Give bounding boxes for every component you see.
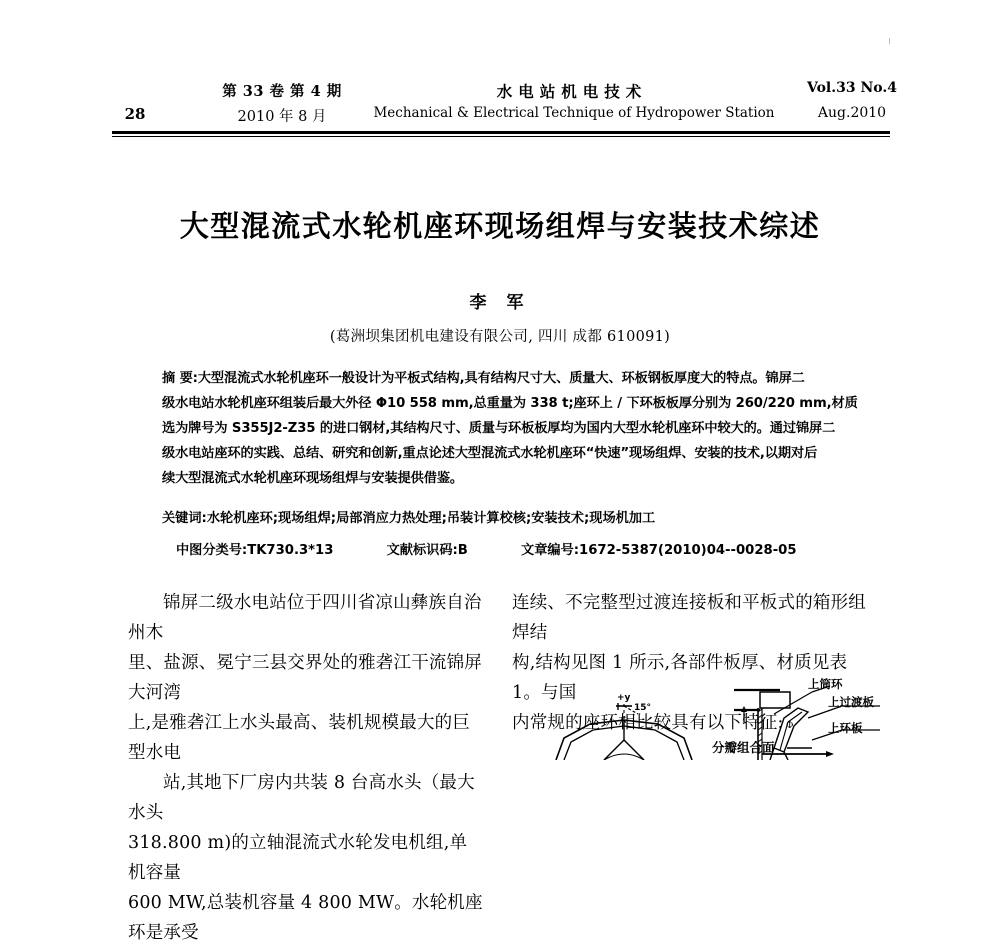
body-line: 站,其地下厂房内共装 8 台高水头（最大水头 — [128, 773, 475, 823]
body-line: 内常规的座环相比较具有以下特征: — [512, 713, 784, 733]
body-line: 连续、不完整型过渡连接板和平板式的箱形组焊结 — [512, 593, 866, 643]
abstract-line: 续大型混流式水轮机座环现场组焊与安装提供借鉴。 — [162, 471, 464, 486]
figure-label-angle: 15° — [634, 703, 652, 713]
abstract-line: 选为牌号为 S355J2-Z35 的进口钢材,其结构尺寸、质量与环板板厚均为国内大型水轮机座环中较大的。通过锦屏二 — [162, 421, 836, 436]
masthead-row-top — [112, 80, 897, 104]
abstract-block — [162, 366, 858, 491]
masthead-rule-thick — [112, 131, 890, 134]
body-column-left — [128, 588, 484, 948]
body-line: 锦屏二级水电站位于四川省凉山彝族自治州木 — [128, 593, 482, 643]
figure-label-diameter-symbol: Φ — [786, 721, 794, 731]
figure-seat-ring-diagram — [512, 678, 884, 760]
article-author: 李 军 — [469, 293, 531, 313]
figure-label-upper-transition-plate: 上过渡板 — [828, 695, 874, 709]
document-code: 文献标识码:B — [386, 543, 468, 558]
clc-number: 中图分类号:TK730.3*13 — [176, 543, 334, 558]
body-line: 里、盐源、冕宁三县交界处的雅砻江干流锦屏大河湾 — [128, 653, 482, 703]
body-line: 600 MW,总装机容量 4 800 MW。水轮机座环是承受 — [128, 893, 483, 943]
figure-label-upper-ring-plate: 上环板 — [828, 721, 863, 735]
page-number: 28 — [124, 105, 146, 123]
journal-title-en: Mechanical & Electrical Technique of Hydropower Station — [373, 105, 775, 121]
figure-label-axis-y: +y — [617, 693, 631, 703]
article-id: 文章编号:1672-5387(2010)04--0028-05 — [521, 543, 797, 558]
body-line: 318.800 m)的立轴混流式水轮发电机组,单机容量 — [128, 833, 468, 883]
abstract-line: 摘 要:大型混流式水轮机座环一般设计为平板式结构,具有结构尺寸大、质量大、环板钢板厚度大的特点。锦屏二 — [162, 371, 805, 386]
journal-title-cn: 水电站机电技术 — [496, 82, 648, 101]
classification-line — [176, 539, 876, 558]
scan-artifact-speck — [889, 38, 890, 44]
volume-issue-en: Vol.33 No.4 — [807, 80, 897, 96]
volume-issue-label: 第 33 卷 第 4 期 — [222, 83, 342, 100]
masthead — [112, 80, 897, 132]
abstract-line: 级水电站座环的实践、总结、研究和创新,重点论述大型混流式水轮机座环“快速”现场组焊、安装的技术,以期对后 — [162, 446, 818, 461]
abstract-line: 级水电站水轮机座环组装后最大外径 Φ10 558 mm,总重量为 338 t;座环上 / 下环板板厚分别为 260/220 mm,材质 — [162, 396, 858, 411]
figure-label-split-face: 分瓣组合面 — [712, 740, 775, 755]
figure-label-upper-cylinder-ring: 上筒环 — [808, 678, 843, 691]
body-line: 上,是雅砻江上水头最高、装机规模最大的巨型水电 — [128, 713, 471, 763]
author-affiliation: (葛洲坝集团机电建设有限公司, 四川 成都 610091) — [329, 329, 671, 345]
masthead-row-bottom — [112, 105, 890, 129]
issue-date-cn: 2010 年 8 月 — [237, 109, 327, 125]
masthead-rule-thin — [112, 136, 890, 137]
keywords-line: 关键词:水轮机座环;现场组焊;局部消应力热处理;吊装计算校核;安装技术;现场机加工 — [162, 511, 656, 526]
issue-date-en: Aug.2010 — [817, 105, 887, 121]
article-title: 大型混流式水轮机座环现场组焊与安装技术综述 — [179, 209, 821, 243]
body-line: 构,结构见图 1 所示,各部件板厚、材质见表 1。与国 — [512, 653, 848, 703]
